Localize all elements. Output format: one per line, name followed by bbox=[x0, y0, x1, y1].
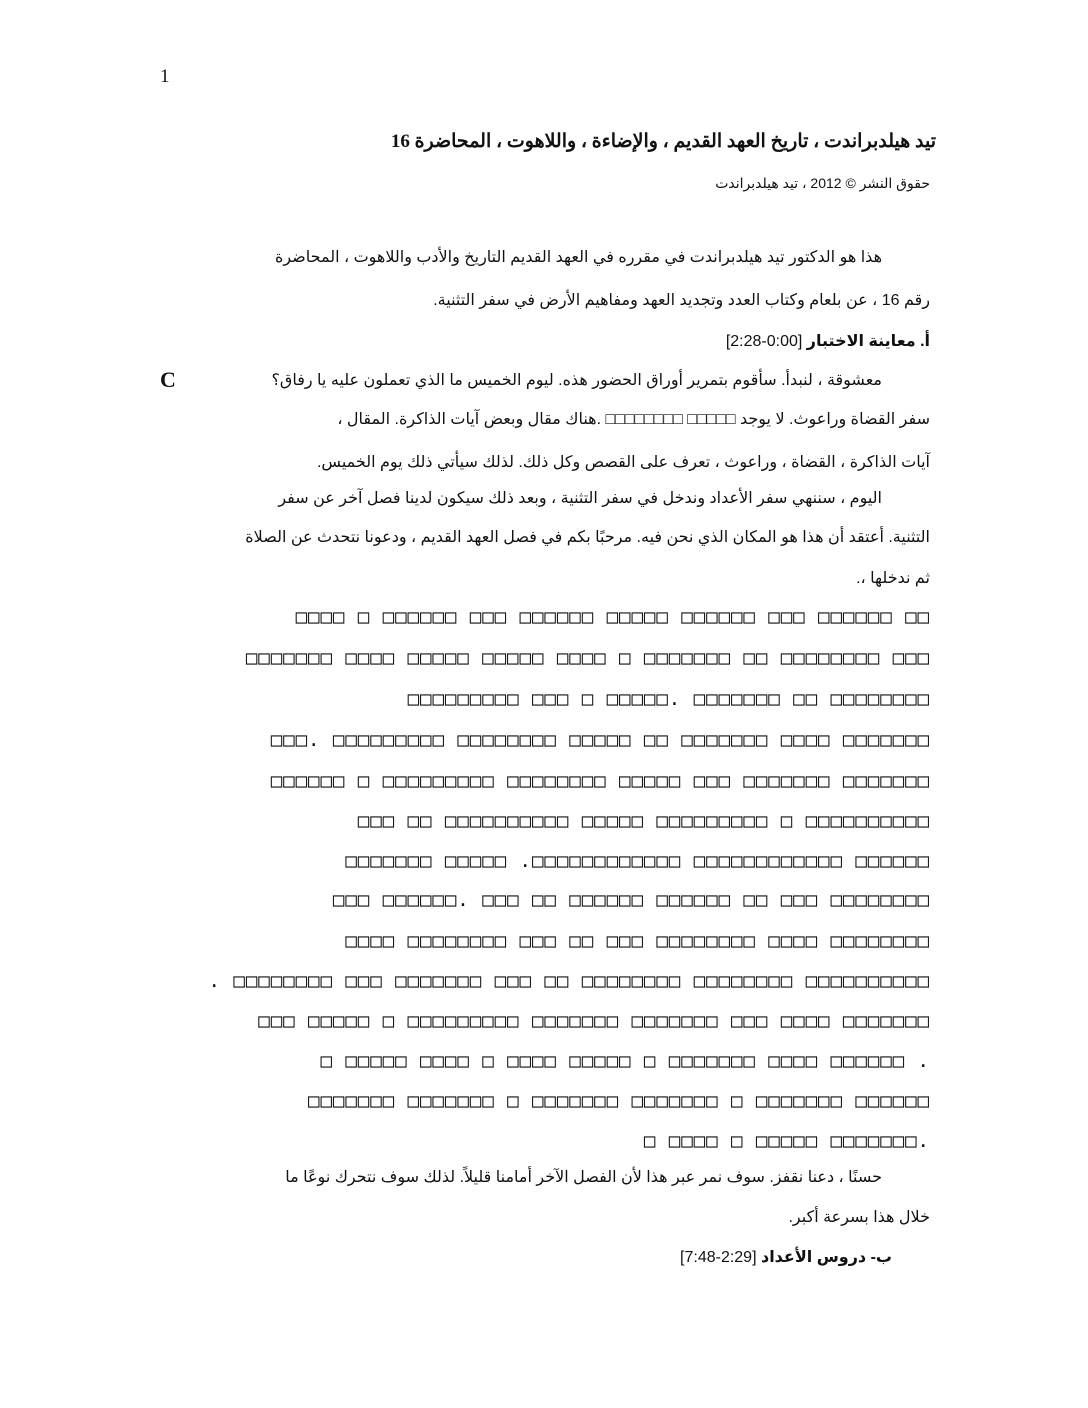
c-mark: C bbox=[160, 367, 176, 392]
missing-glyph-line: □□□□□□□ □□□□□□□ □□□ □□□□□ □□□□□□□□ □□□□□□□□□ □ □□□□□□ bbox=[270, 770, 930, 792]
section-b-heading-line bbox=[680, 1247, 892, 1267]
page-number: 1 bbox=[160, 66, 170, 87]
missing-glyph-line: □□□□□□ □□□□□□□ □ □□□□□□□ □□□□□□□ □ □□□□□□□ □□□□□□□ bbox=[308, 1090, 930, 1112]
para1-line-2: سفر القضاة وراعوث. لا يوجد □□□□□ □□□□□□□□ .هناك مقال وبعض آيات الذاكرة. المقال ، bbox=[337, 411, 930, 428]
missing-glyph-line: □□□□□□□□□□ □□□□□□□□ □□□□□□□□ □□ □□□ □□□□□□□ □□□ □□□□□□□□ . bbox=[208, 970, 930, 992]
copyright-line: حقوق النشر © 2012 ، تيد هيلدبراندت bbox=[715, 175, 930, 191]
para2-line-3: ثم ندخلها ،. bbox=[856, 570, 930, 587]
para3-line-1: حسنًا ، دعنا نقفز. سوف نمر عبر هذا لأن الفصل الآخر أمامنا قليلاً. لذلك سوف نتحرك نوعًا ما bbox=[285, 1169, 882, 1186]
para2-line-2: التثنية. أعتقد أن هذا هو المكان الذي نحن فيه. مرحبًا بكم في فصل العهد القديم ، ودعونا نتحدث عن الصلاة bbox=[245, 529, 930, 546]
intro-line-2: رقم 16 ، عن بلعام وكتاب العدد وتجديد العهد ومفاهيم الأرض في سفر التثنية. bbox=[433, 292, 930, 309]
missing-glyph-line: □□□□□□□□□□ □ □□□□□□□□□ □□□□□ □□□□□□□□□□ □□ □□□ bbox=[357, 810, 930, 832]
missing-glyph-line: .□□□□□□□ □□□□□ □ □□□□ □ bbox=[643, 1130, 930, 1152]
para1-line-1: معشوقة ، لنبدأ. سأقوم بتمرير أوراق الحضور هذه. ليوم الخميس ما الذي تعملون عليه يا رفاق؟ bbox=[271, 372, 882, 389]
missing-glyph-line: □□□□□□□□ □□ □□□□□□□ .□□□□□ □ □□□ □□□□□□□□□ bbox=[407, 688, 930, 710]
missing-glyph-line: □□ □□□□□□ □□□ □□□□□□ □□□□□ □□□□□□ □□□ □□□□□□ □ □□□□ bbox=[295, 606, 930, 628]
para1-line-3: آيات الذاكرة ، القضاة ، وراعوث ، تعرف على القصص وكل ذلك. لذلك سيأتي ذلك يوم الخميس. bbox=[316, 454, 930, 471]
intro-line-1: هذا هو الدكتور تيد هيلدبراندت في مقرره في العهد القديم التاريخ والأدب واللاهوت ، المحاضرة bbox=[274, 249, 882, 266]
missing-glyph-line: □□□□□□□ □□□□ □□□ □□□□□□□ □□□□□□□ □□□□□□□□□ □ □□□□□ □□□ bbox=[258, 1010, 930, 1032]
missing-glyph-line: □□□□□□□□ □□□□ □□□□□□□□ □□□ □□ □□□ □□□□□□□□ □□□□ bbox=[345, 930, 930, 952]
para2-line-1: اليوم ، سننهي سفر الأعداد وندخل في سفر التثنية ، وبعد ذلك سيكون لدينا فصل آخر عن سفر bbox=[278, 490, 882, 507]
missing-glyph-line: □□□□□□□□ □□□ □□ □□□□□□ □□□□□□ □□ □□□ .□□□□□□ □□□ bbox=[332, 889, 930, 911]
section-a-heading-line bbox=[726, 331, 930, 351]
missing-glyph-line: □□□ □□□□□□□□ □□ □□□□□□□ □ □□□□ □□□□□ □□□□□ □□□□ □□□□□□□ bbox=[245, 647, 930, 669]
section-b-heading: ب- دروس الأعداد bbox=[760, 1249, 892, 1266]
section-a-heading: أ. معاينة الاختبار bbox=[806, 333, 930, 350]
para3-line-2: خلال هذا بسرعة أكبر. bbox=[788, 1209, 930, 1226]
missing-glyph-line: □□□□□□□ □□□□ □□□□□□□ □□ □□□□□ □□□□□□□□ □□□□□□□□□ .□□□ bbox=[270, 729, 930, 751]
section-b-time: [2:29-7:48] bbox=[680, 1249, 757, 1266]
missing-glyph-line: . □□□□□□ □□□□ □□□□□□□ □ □□□□□ □□□□ □ □□□□ □□□□□ □ bbox=[320, 1050, 930, 1072]
lecture-title: تيد هيلدبراندت ، تاريخ العهد القديم ، والإضاءة ، واللاهوت ، المحاضرة 16 bbox=[390, 131, 936, 152]
section-a-time: [0:00-2:28] bbox=[725, 333, 803, 350]
missing-glyph-line: □□□□□□ □□□□□□□□□□□□ □□□□□□□□□□□□. □□□□□ □□□□□□□ bbox=[345, 850, 930, 872]
